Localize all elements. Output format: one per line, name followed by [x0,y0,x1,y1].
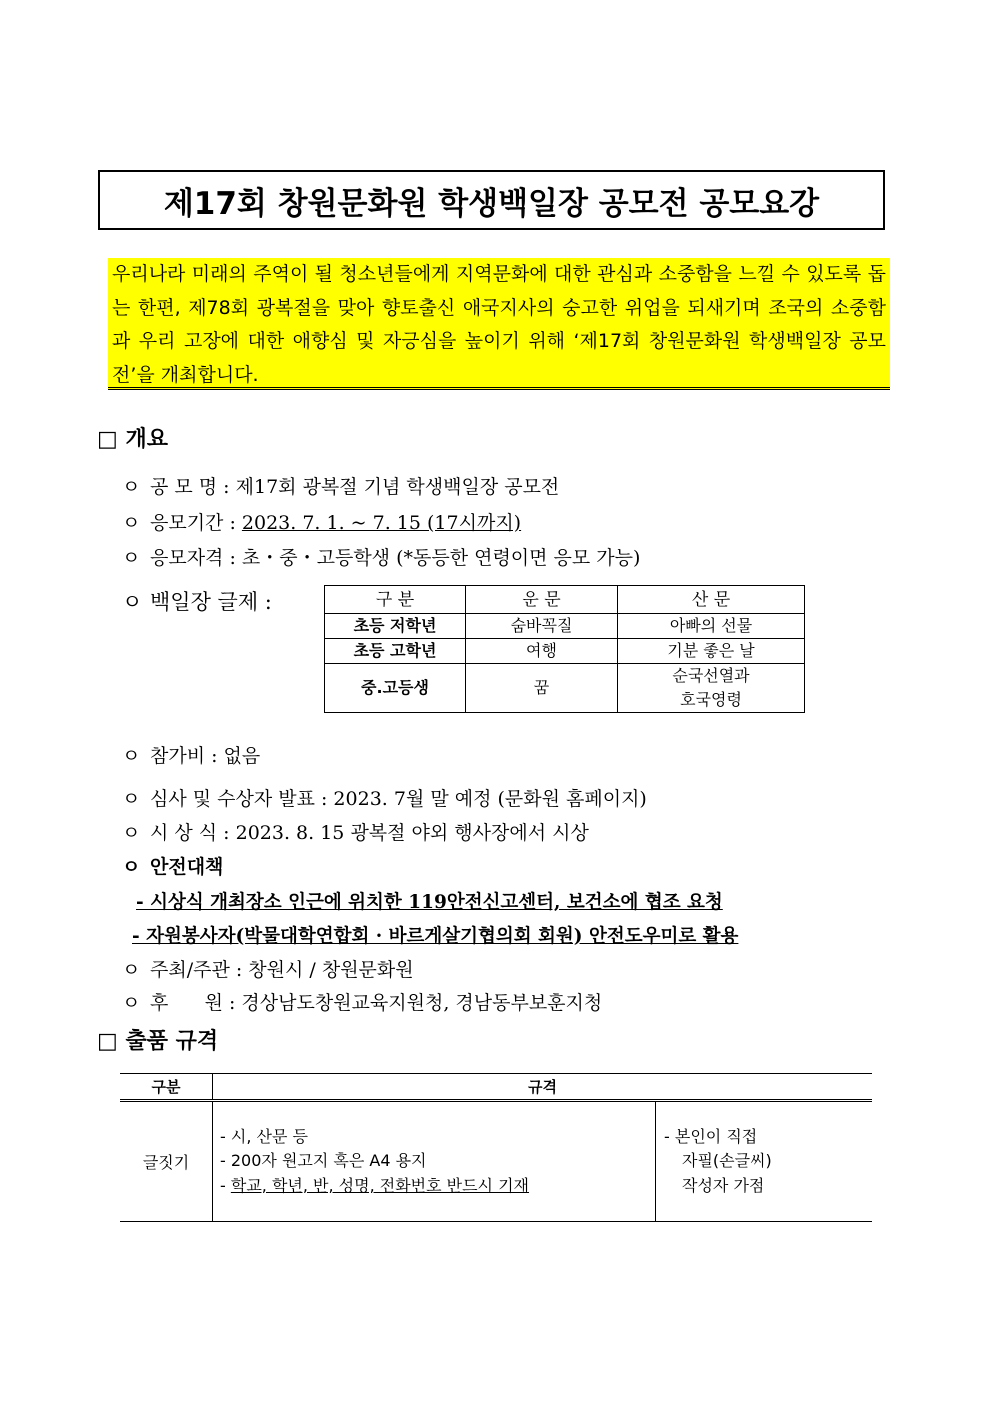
verse-cell: 꿈 [466,664,618,713]
topic-label: 백일장 글제 : [150,590,272,614]
eligibility-label: 응모자격 : [150,547,236,569]
prose-cell: 아빠의 선물 [618,614,805,639]
prose-cell [618,664,805,713]
table-row [120,1074,872,1101]
bullet-icon: ㅇ [122,788,141,810]
overview-heading: □ 개요 [97,427,168,452]
eligibility-line [122,543,640,570]
safety-item: - 자원봉사자(박물대학연합회 · 바르게살기협의회 회원) 안전도우미로 활용 [132,926,739,947]
ceremony-line [122,818,589,845]
page-title: 제17회 창원문화원 학생백일장 공모전 공모요강 [98,170,885,230]
spec-item-underlined: 학교, 학년, 반, 성명, 전화번호 반드시 기재 [230,1175,530,1195]
announce-line [122,784,647,811]
topic-line [122,586,272,616]
spec-table [120,1073,872,1222]
bullet-icon: ㅇ [122,547,141,569]
fee-line [122,741,260,768]
safety-heading: 안전대책 [150,856,224,878]
prose-line: 호국영령 [680,690,742,709]
table-row [120,1101,872,1222]
bullet-icon: ㅇ [122,856,141,878]
spec-item: - 시, 산문 등 [220,1126,308,1146]
verse-cell: 여행 [466,639,618,664]
col-header-spec: 규격 [213,1074,873,1101]
ceremony-text: 시 상 식 : 2023. 8. 15 광복절 야외 행사장에서 시상 [150,822,589,844]
topic-table [324,585,805,713]
bullet-icon: ㅇ [122,992,141,1014]
bullet-icon: ㅇ [122,476,141,498]
contest-name-label: 공 모 명 : [150,476,230,498]
period-label: 응모기간 : [150,512,236,534]
eligibility-value: 초・중・고등학생 (*동등한 연령이면 응모 가능) [241,547,641,569]
table-row [325,586,805,614]
sponsor-line [122,988,602,1015]
spec-item-dash: - [220,1175,231,1195]
safety-item: - 시상식 개최장소 인근에 위치한 119안전신고센터, 보건소에 협조 요청 [136,892,723,913]
category-cell: 초등 고학년 [325,639,466,664]
contest-name-line [122,472,559,499]
category-cell: 글짓기 [120,1101,213,1222]
bullet-icon: ㅇ [122,822,141,844]
category-cell: 초등 저학년 [325,614,466,639]
col-header-category: 구분 [120,1074,213,1101]
intro-paragraph: 우리나라 미래의 주역이 될 청소년들에게 지역문화에 대한 관심과 소중함을 느낄 수 있도록 돕는 한편, 제78회 광복절을 맞아 향토출신 애국지사의 숭고한 위업을 되새기며 조국의 소중함과 우리 고장에 대한 애향심 및 자긍심을 높이기 위해 ‘제17회 창원문화원 학생백일장 공모전’을 개최합니다. [108,258,890,390]
spec-note-cell [656,1101,873,1222]
table-row [325,614,805,639]
verse-cell: 숨바꼭질 [466,614,618,639]
col-header-category: 구 분 [325,586,466,614]
spec-list-cell [213,1101,656,1222]
sponsor-text: 후 원 : 경상남도창원교육지원청, 경남동부보훈지청 [150,992,603,1014]
host-text: 주최/주관 : 창원시 / 창원문화원 [150,959,414,981]
spec-heading: □ 출품 규격 [97,1029,219,1054]
contest-name-value: 제17회 광복절 기념 학생백일장 공모전 [235,476,560,498]
bullet-icon: ㅇ [122,590,143,614]
prose-line: 순국선열과 [672,666,750,685]
table-row [325,664,805,713]
host-line [122,955,414,982]
safety-heading-line [122,852,223,879]
category-cell: 중.고등생 [325,664,466,713]
prose-cell: 기분 좋은 날 [618,639,805,664]
fee-text: 참가비 : 없음 [150,745,261,767]
table-row [325,639,805,664]
bullet-icon: ㅇ [122,959,141,981]
bullet-icon: ㅇ [122,512,141,534]
period-line [122,508,521,535]
bullet-icon: ㅇ [122,745,141,767]
spec-note-line: 작성자 가점 [682,1175,765,1195]
announce-text: 심사 및 수상자 발표 : 2023. 7월 말 예정 (문화원 홈페이지) [150,788,647,810]
spec-note-line: 자필(손글씨) [682,1151,772,1171]
spec-item [220,1174,654,1199]
col-header-prose: 산 문 [618,586,805,614]
spec-item: - 200자 원고지 혹은 A4 용지 [220,1151,427,1171]
period-value: 2023. 7. 1. ~ 7. 15 (17시까지) [241,512,522,534]
col-header-verse: 운 문 [466,586,618,614]
spec-note-line: - 본인이 직접 [664,1126,758,1146]
